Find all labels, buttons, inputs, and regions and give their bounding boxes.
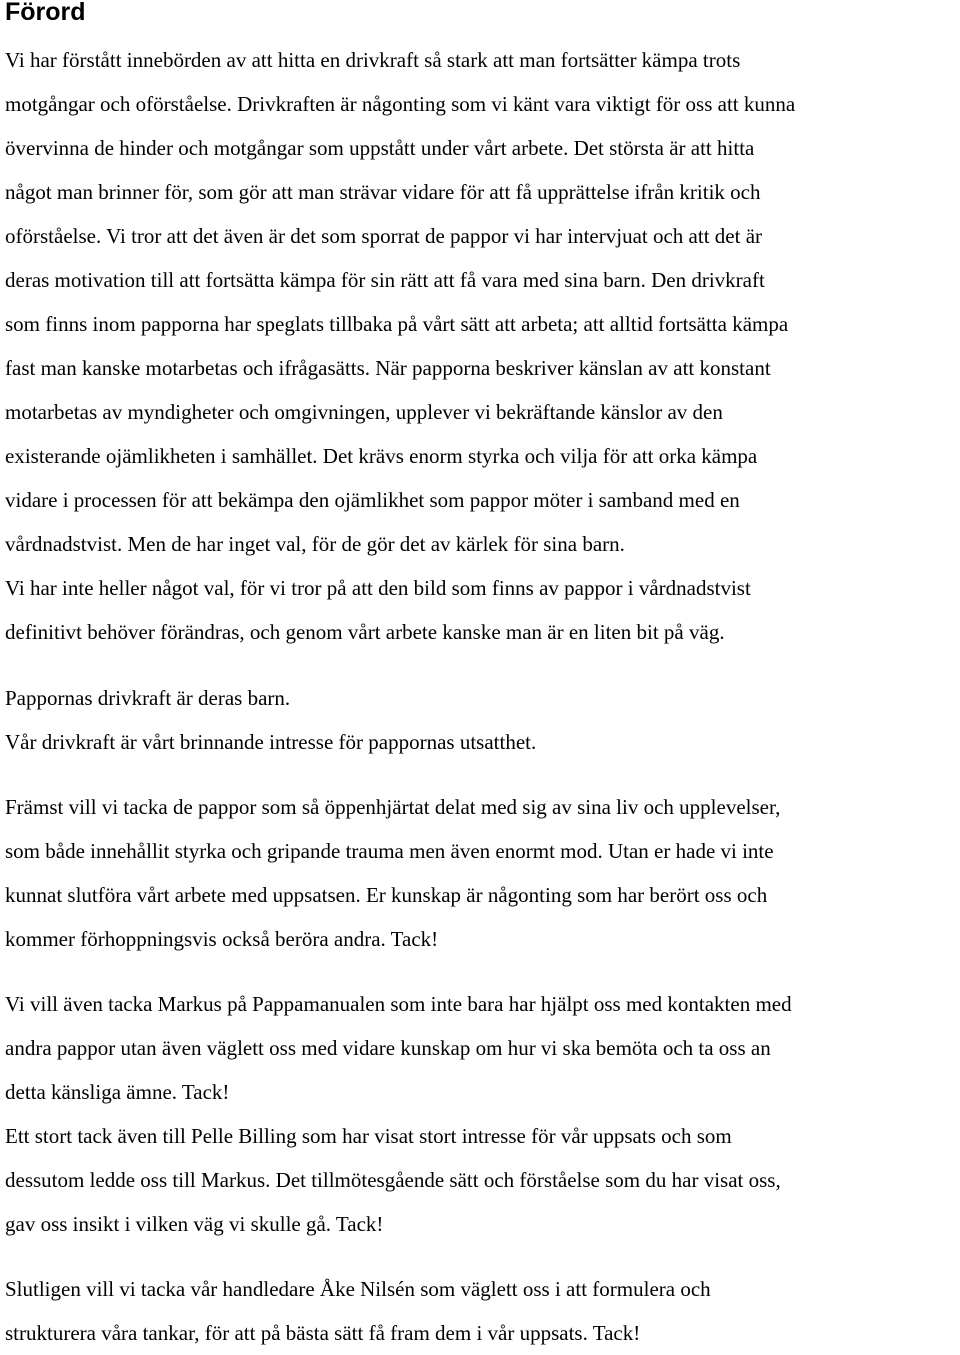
text-line: motarbetas av myndigheter och omgivningen, upplever vi bekräftande känslor av den (5, 400, 723, 424)
text-line: strukturera våra tankar, för att på bästa sätt få fram dem i vår uppsats. Tack! (5, 1321, 641, 1345)
text-line: detta känsliga ämne. Tack! (5, 1080, 230, 1104)
paragraph-thanks-fathers (5, 785, 955, 961)
page-title: Förord (5, 0, 86, 26)
text-line: Ett stort tack även till Pelle Billing som har visat stort intresse för vår uppsats och som (5, 1124, 732, 1148)
text-line: kommer förhoppningsvis också beröra andra. Tack! (5, 927, 439, 951)
text-line: deras motivation till att fortsätta kämpa för sin rätt att få vara med sina barn. Den drivkraft (5, 268, 765, 292)
text-line: övervinna de hinder och motgångar som uppstått under vårt arbete. Det största är att hitta (5, 136, 755, 160)
text-line: Vi har inte heller något val, för vi tror på att den bild som finns av pappor i vårdnadstvist (5, 576, 751, 600)
paragraph-thanks-contacts (5, 982, 955, 1246)
text-line: fast man kanske motarbetas och ifrågasätts. När papporna beskriver känslan av att konstant (5, 356, 771, 380)
text-line: som finns inom papporna har speglats tillbaka på vårt sätt att arbeta; att alltid fortsätta kämpa (5, 312, 789, 336)
text-line: definitivt behöver förändras, och genom vårt arbete kanske man är en liten bit på väg. (5, 620, 725, 644)
text-line: som både innehållit styrka och gripande trauma men även enormt mod. Utan er hade vi inte (5, 839, 774, 863)
text-line: kunnat slutföra vårt arbete med uppsatsen. Er kunskap är någonting som har berört oss och (5, 883, 768, 907)
paragraph-intro (5, 38, 955, 654)
text-line: Främst vill vi tacka de pappor som så öppenhjärtat delat med sig av sina liv och upplevelser, (5, 795, 781, 819)
text-line: oförståelse. Vi tror att det även är det som sporrat de pappor vi har intervjuat och att det är (5, 224, 763, 248)
text-line: Slutligen vill vi tacka vår handledare Åke Nilsén som väglett oss i att formulera och (5, 1277, 711, 1301)
text-line: existerande ojämlikheten i samhället. Det krävs enorm styrka och vilja för att orka kämpa (5, 444, 758, 468)
text-line: Pappornas drivkraft är deras barn. (5, 686, 291, 710)
text-line: vårdnadstvist. Men de har inget val, för de gör det av kärlek för sina barn. (5, 532, 625, 556)
text-line: Vår drivkraft är vårt brinnande intresse för pappornas utsatthet. (5, 730, 537, 754)
text-line: Vi har förstått innebörden av att hitta en drivkraft så stark att man fortsätter kämpa trots (5, 48, 741, 72)
text-line: dessutom ledde oss till Markus. Det tillmötesgående sätt och förståelse som du har visat oss, (5, 1168, 781, 1192)
text-line: Vi vill även tacka Markus på Pappamanualen som inte bara har hjälpt oss med kontakten med (5, 992, 792, 1016)
text-line: gav oss insikt i vilken väg vi skulle gå. Tack! (5, 1212, 384, 1236)
text-line: andra pappor utan även väglett oss med vidare kunskap om hur vi ska bemöta och ta oss an (5, 1036, 771, 1060)
text-line: motgångar och oförståelse. Drivkraften är någonting som vi känt vara viktigt för oss att kunna (5, 92, 796, 116)
document-page (5, 0, 955, 1355)
text-line: något man brinner för, som gör att man strävar vidare för att få upprättelse ifrån kritik och (5, 180, 761, 204)
paragraph-thanks-supervisor (5, 1267, 955, 1355)
text-line: vidare i processen för att bekämpa den ojämlikhet som pappor möter i samband med en (5, 488, 740, 512)
paragraph-drivkraft (5, 676, 955, 764)
